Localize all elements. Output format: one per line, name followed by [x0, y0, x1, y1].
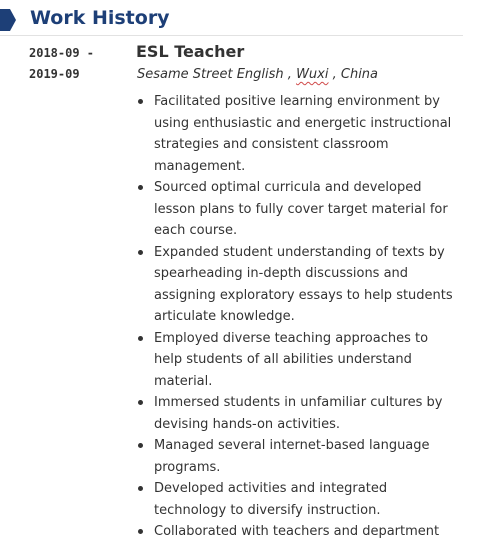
duty-item	[137, 435, 459, 478]
employer-country: China	[340, 67, 379, 82]
section-marker-icon	[0, 9, 16, 31]
duty-text: Sourced optimal curricula and developed lesson plans to fully cover target material for each course.	[154, 180, 448, 238]
duty-text: Expanded student understanding of texts by spearheading in-depth discussions and assigning exploratory essays to help students articulate knowledge.	[154, 244, 453, 324]
bullet-icon	[138, 443, 143, 448]
job-duties-list	[137, 91, 459, 543]
bullet-icon	[138, 400, 143, 405]
duty-item	[137, 177, 459, 242]
employer-separator: ,	[328, 67, 341, 82]
bullet-icon	[138, 99, 143, 104]
work-history-header	[0, 5, 486, 35]
section-divider	[0, 35, 463, 36]
employer-city: Wuxi	[296, 67, 329, 82]
section-title: Work History	[30, 7, 170, 29]
job-date-end: 2019-09	[29, 67, 80, 81]
duty-item	[137, 91, 459, 177]
duty-text: Immersed students in unfamiliar cultures by devising hands-on activities.	[154, 395, 443, 432]
bullet-icon	[138, 336, 143, 341]
duty-item	[137, 242, 459, 328]
duty-text: Facilitated positive learning environment by using enthusiastic and energetic instructional strategies and consistent classroom management.	[154, 94, 452, 174]
employer-separator: ,	[283, 67, 297, 82]
duty-text: Managed several internet-based language programs.	[154, 438, 430, 475]
duty-item	[137, 521, 459, 543]
duty-item	[137, 392, 459, 435]
bullet-icon	[138, 529, 143, 534]
duty-text: Collaborated with teachers and department	[154, 524, 440, 539]
job-title: ESL Teacher	[136, 42, 245, 61]
bullet-icon	[138, 486, 143, 491]
duty-text: Employed diverse teaching approaches to help students of all abilities understand material.	[154, 330, 429, 389]
duty-item	[137, 478, 459, 521]
employer-company: Sesame Street English	[137, 67, 284, 82]
job-employer	[137, 67, 378, 82]
job-dates	[29, 43, 109, 85]
bullet-icon	[138, 250, 143, 255]
duty-item	[137, 328, 459, 393]
bullet-icon	[138, 185, 143, 190]
duty-text: Developed activities and integrated technology to diversify instruction.	[154, 481, 388, 518]
job-date-start: 2018-09 -	[29, 46, 95, 60]
